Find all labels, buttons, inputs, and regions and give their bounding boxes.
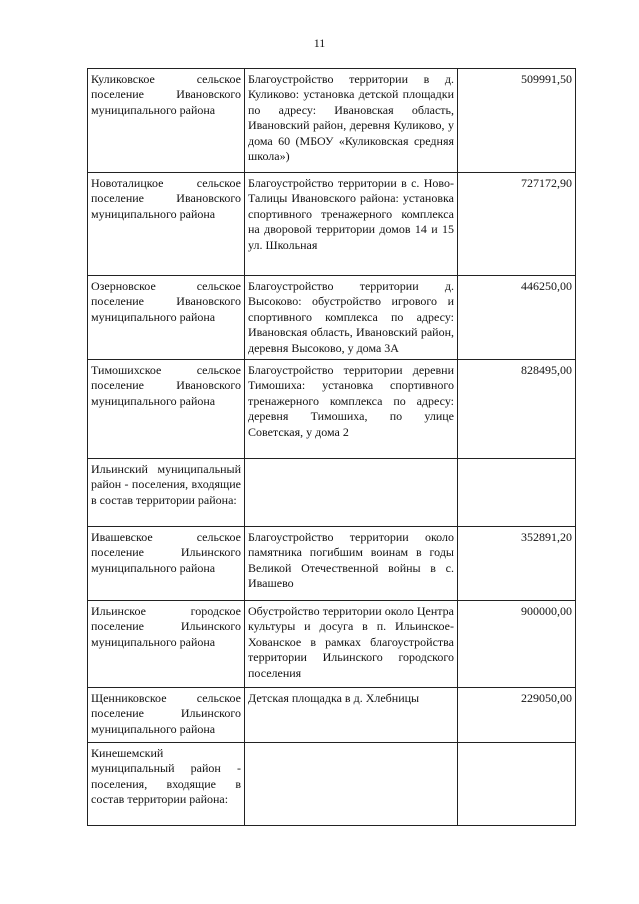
table-row (88, 459, 576, 527)
project-description-cell: Благоустройство территории д. Высоково: обустройство игрового и спортивного комплекса по адресу: Ивановская область, Ивановский район, деревня Высоково, у дома 3А (245, 276, 458, 360)
page-number: 11 (313, 36, 326, 50)
funding-table (87, 68, 576, 826)
settlement-cell: Тимошихское сельское поселение Ивановского муниципального района (88, 360, 245, 459)
settlement-cell: Озерновское сельское поселение Ивановского муниципального района (88, 276, 245, 360)
amount-cell: 446250,00 (458, 276, 576, 360)
amount-cell: 352891,20 (458, 527, 576, 601)
table-row (88, 276, 576, 360)
project-description-cell: Благоустройство территории в с. Ново-Талицы Ивановского района: установка спортивного тренажерного комплекса на дворовой территории домов 14 и 15 ул. Школьная (245, 173, 458, 276)
project-description-cell: Благоустройство территории около памятника погибшим воинам в годы Великой Отечественной войны в с. Ивашево (245, 527, 458, 601)
table-row (88, 527, 576, 601)
amount-cell: 509991,50 (458, 69, 576, 173)
table-row (88, 173, 576, 276)
project-description-cell: Детская площадка в д. Хлебницы (245, 688, 458, 743)
settlement-cell: Ильинское городское поселение Ильинского муниципального района (88, 601, 245, 688)
amount-cell: 900000,00 (458, 601, 576, 688)
district-header-cell: Кинешемский муниципальный район - поселения, входящие в состав территории района: (88, 743, 245, 826)
settlement-cell: Новоталицкое сельское поселение Ивановского муниципального района (88, 173, 245, 276)
project-description-cell: Благоустройство территории в д. Куликово: установка детской площадки по адресу: Ивановская область, Ивановский район, деревня Куликово, у дома 60 (МБОУ «Куликовская средняя школа») (245, 69, 458, 173)
amount-cell (458, 743, 576, 826)
amount-cell (458, 459, 576, 527)
settlement-cell: Ивашевское сельское поселение Ильинского муниципального района (88, 527, 245, 601)
project-description-cell: Обустройство территории около Центра культуры и досуга в п. Ильинское-Хованское в рамках благоустройства территории Ильинского городского поселения (245, 601, 458, 688)
table-row (88, 601, 576, 688)
district-header-cell: Ильинский муниципальный район - поселения, входящие в состав территории района: (88, 459, 245, 527)
table-row (88, 743, 576, 826)
project-description-cell (245, 459, 458, 527)
table-row (88, 688, 576, 743)
amount-cell: 828495,00 (458, 360, 576, 459)
project-description-cell: Благоустройство территории деревни Тимошиха: установка спортивного тренажерного комплекса по адресу: деревня Тимошиха, по улице Советская, у дома 2 (245, 360, 458, 459)
amount-cell: 727172,90 (458, 173, 576, 276)
settlement-cell: Щенниковское сельское поселение Ильинского муниципального района (88, 688, 245, 743)
table-row (88, 69, 576, 173)
amount-cell: 229050,00 (458, 688, 576, 743)
settlement-cell: Куликовское сельское поселение Ивановского муниципального района (88, 69, 245, 173)
project-description-cell (245, 743, 458, 826)
table-row (88, 360, 576, 459)
